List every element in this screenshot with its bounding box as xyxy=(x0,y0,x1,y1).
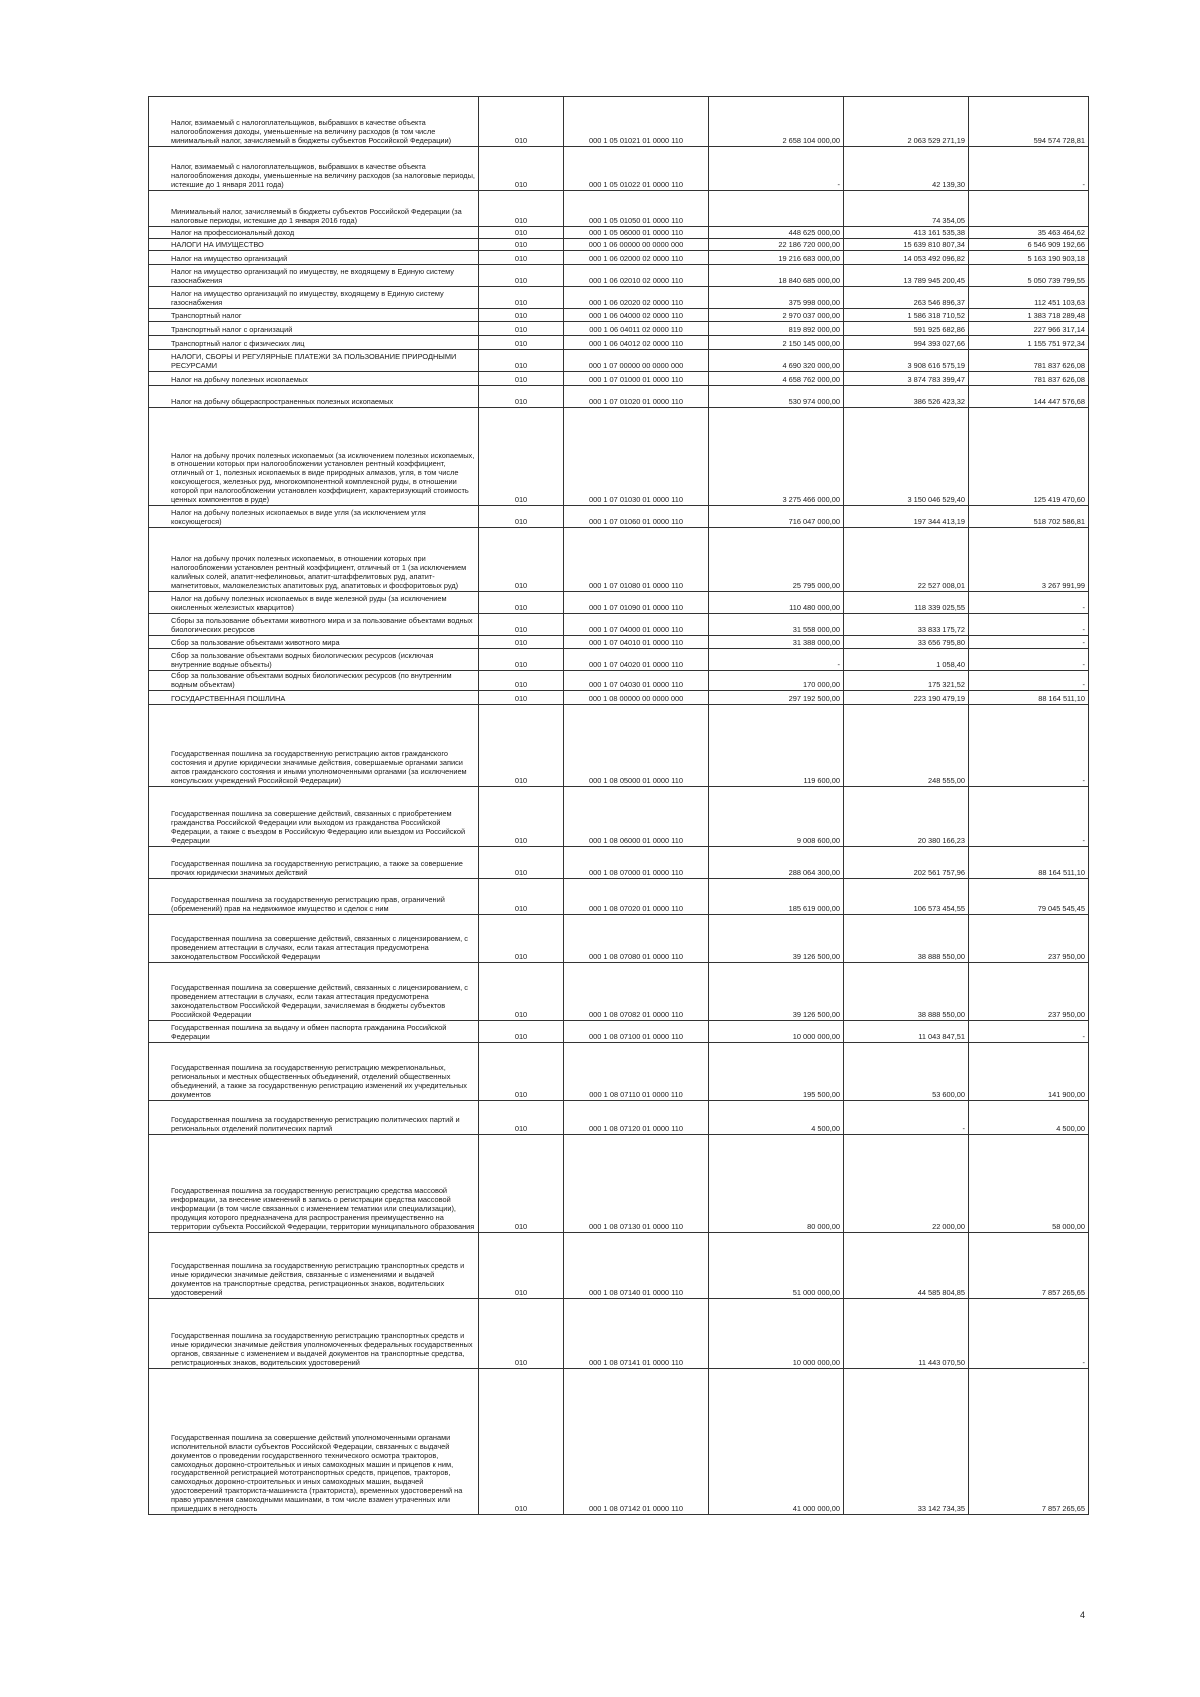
row-approved-plan-cell: 3 275 466 000,00 xyxy=(709,408,844,506)
row-executed-cell: 33 833 175,72 xyxy=(844,614,969,636)
row-unexecuted-cell: 35 463 464,62 xyxy=(969,227,1089,239)
table-row xyxy=(149,1299,1089,1369)
row-budget-code-cell: 000 1 08 07110 01 0000 110 xyxy=(564,1043,709,1101)
row-name-cell: Сбор за пользование объектами водных биологических ресурсов (по внутренним водным объектам) xyxy=(149,671,479,691)
row-name-cell: Сборы за пользование объектами животного мира и за пользование объектами водных биологических ресурсов xyxy=(149,614,479,636)
table-row xyxy=(149,97,1089,147)
row-name-cell: Государственная пошлина за государственную регистрацию межрегиональных, региональных и местных общественных объединений, отделений общественных объединений, а также за государственную регистрацию изменений их учредительных документов xyxy=(149,1043,479,1101)
row-name-cell: НАЛОГИ НА ИМУЩЕСТВО xyxy=(149,239,479,251)
row-name-cell: Государственная пошлина за государственную регистрацию, а также за совершение прочих юридически значимых действий xyxy=(149,847,479,879)
revenue-table-body xyxy=(149,97,1089,1515)
row-budget-code-cell: 000 1 08 07141 01 0000 110 xyxy=(564,1299,709,1369)
row-unexecuted-cell: 4 500,00 xyxy=(969,1101,1089,1135)
row-executed-cell: 13 789 945 200,45 xyxy=(844,265,969,287)
row-unexecuted-cell: - xyxy=(969,1021,1089,1043)
row-unexecuted-cell: 1 383 718 289,48 xyxy=(969,309,1089,322)
row-approved-plan-cell: 22 186 720 000,00 xyxy=(709,239,844,251)
row-line-code-cell: 010 xyxy=(479,614,564,636)
row-approved-plan-cell: 31 388 000,00 xyxy=(709,636,844,649)
row-approved-plan-cell: 10 000 000,00 xyxy=(709,1021,844,1043)
row-budget-code-cell: 000 1 06 00000 00 0000 000 xyxy=(564,239,709,251)
row-line-code-cell: 010 xyxy=(479,1233,564,1299)
row-approved-plan-cell: 19 216 683 000,00 xyxy=(709,251,844,265)
row-line-code-cell: 010 xyxy=(479,251,564,265)
table-row xyxy=(149,915,1089,963)
row-line-code-cell: 010 xyxy=(479,506,564,528)
row-budget-code-cell: 000 1 08 07082 01 0000 110 xyxy=(564,963,709,1021)
row-executed-cell: 3 874 783 399,47 xyxy=(844,372,969,386)
row-budget-code-cell: 000 1 07 01060 01 0000 110 xyxy=(564,506,709,528)
row-line-code-cell: 010 xyxy=(479,1299,564,1369)
table-row xyxy=(149,1135,1089,1233)
row-line-code-cell: 010 xyxy=(479,636,564,649)
row-unexecuted-cell: 1 155 751 972,34 xyxy=(969,336,1089,350)
row-executed-cell: 44 585 804,85 xyxy=(844,1233,969,1299)
table-row xyxy=(149,636,1089,649)
row-budget-code-cell: 000 1 08 07130 01 0000 110 xyxy=(564,1135,709,1233)
row-executed-cell: 175 321,52 xyxy=(844,671,969,691)
row-budget-code-cell: 000 1 07 01000 01 0000 110 xyxy=(564,372,709,386)
row-approved-plan-cell: 195 500,00 xyxy=(709,1043,844,1101)
row-line-code-cell: 010 xyxy=(479,227,564,239)
row-budget-code-cell: 000 1 06 04012 02 0000 110 xyxy=(564,336,709,350)
row-budget-code-cell: 000 1 08 07140 01 0000 110 xyxy=(564,1233,709,1299)
table-row xyxy=(149,227,1089,239)
table-row xyxy=(149,147,1089,191)
row-approved-plan-cell: 41 000 000,00 xyxy=(709,1369,844,1515)
row-line-code-cell: 010 xyxy=(479,265,564,287)
row-budget-code-cell: 000 1 08 07020 01 0000 110 xyxy=(564,879,709,915)
row-executed-cell: 106 573 454,55 xyxy=(844,879,969,915)
table-row xyxy=(149,787,1089,847)
row-executed-cell: 38 888 550,00 xyxy=(844,915,969,963)
row-unexecuted-cell: 7 857 265,65 xyxy=(969,1369,1089,1515)
row-name-cell: Налог на добычу полезных ископаемых в виде угля (за исключением угля коксующегося) xyxy=(149,506,479,528)
row-name-cell: Государственная пошлина за государственную регистрацию транспортных средств и иные юридически значимые действия уполномоченных федеральных государственных органов, связанные с изменением и выдачей документов на транспортные средства, регистрационных знаков, водительских удостоверений xyxy=(149,1299,479,1369)
row-unexecuted-cell: 5 163 190 903,18 xyxy=(969,251,1089,265)
row-unexecuted-cell: - xyxy=(969,671,1089,691)
row-budget-code-cell: 000 1 08 05000 01 0000 110 xyxy=(564,705,709,787)
row-name-cell: Государственная пошлина за государственную регистрацию политических партий и региональных отделений политических партий xyxy=(149,1101,479,1135)
row-line-code-cell: 010 xyxy=(479,287,564,309)
row-budget-code-cell: 000 1 06 04000 02 0000 110 xyxy=(564,309,709,322)
row-executed-cell: 263 546 896,37 xyxy=(844,287,969,309)
row-approved-plan-cell: 39 126 500,00 xyxy=(709,915,844,963)
row-line-code-cell: 010 xyxy=(479,1135,564,1233)
row-line-code-cell: 010 xyxy=(479,1021,564,1043)
row-executed-cell: 1 586 318 710,52 xyxy=(844,309,969,322)
table-row xyxy=(149,705,1089,787)
table-row xyxy=(149,592,1089,614)
table-row xyxy=(149,239,1089,251)
row-approved-plan-cell: 716 047 000,00 xyxy=(709,506,844,528)
row-unexecuted-cell: 88 164 511,10 xyxy=(969,691,1089,705)
row-line-code-cell: 010 xyxy=(479,372,564,386)
row-name-cell: Сбор за пользование объектами животного мира xyxy=(149,636,479,649)
row-unexecuted-cell: 79 045 545,45 xyxy=(969,879,1089,915)
row-unexecuted-cell: 3 267 991,99 xyxy=(969,528,1089,592)
row-line-code-cell: 010 xyxy=(479,671,564,691)
row-name-cell: Государственная пошлина за совершение действий, связанных с лицензированием, с проведением аттестации в случаях, если такая аттестация предусмотрена законодательством Российской Федерации, зачисляемая в бюджеты субъектов Российской Федерации xyxy=(149,963,479,1021)
row-approved-plan-cell: 4 658 762 000,00 xyxy=(709,372,844,386)
row-name-cell: Государственная пошлина за совершение действий, связанных с лицензированием, с проведением аттестации в случаях, если такая аттестация предусмотрена законодательством Российской Федерации xyxy=(149,915,479,963)
table-row xyxy=(149,287,1089,309)
table-row xyxy=(149,506,1089,528)
row-approved-plan-cell: - xyxy=(709,649,844,671)
row-budget-code-cell: 000 1 07 04030 01 0000 110 xyxy=(564,671,709,691)
row-budget-code-cell: 000 1 06 02020 02 0000 110 xyxy=(564,287,709,309)
row-executed-cell: 197 344 413,19 xyxy=(844,506,969,528)
row-executed-cell: 118 339 025,55 xyxy=(844,592,969,614)
row-approved-plan-cell: 297 192 500,00 xyxy=(709,691,844,705)
row-executed-cell: 1 058,40 xyxy=(844,649,969,671)
row-unexecuted-cell: 237 950,00 xyxy=(969,963,1089,1021)
row-budget-code-cell: 000 1 05 01022 01 0000 110 xyxy=(564,147,709,191)
row-executed-cell: 33 656 795,80 xyxy=(844,636,969,649)
table-row xyxy=(149,1369,1089,1515)
row-name-cell: Государственная пошлина за совершение действий уполномоченными органами исполнительной власти субъектов Российской Федерации, связанных с выдачей документов о проведении государственного технического осмотра тракторов, самоходных дорожно-строительных и иных самоходных машин и прицепов к ним, государственной регистрацией мототранспортных средств, прицепов, тракторов, самоходных дорожно-строительных и иных самоходных машин, выдачей удостоверений тракториста-машиниста (тракториста), временных удостоверений на право управления самоходными машинами, в том числе взамен утраченных или пришедших в негодность xyxy=(149,1369,479,1515)
row-approved-plan-cell: 39 126 500,00 xyxy=(709,963,844,1021)
row-name-cell: Налог на добычу прочих полезных ископаемых (за исключением полезных ископаемых, в отношении которых при налогообложении установлен рентный коэффициент, отличный от 1, полезных ископаемых в виде природных алмазов, угля, в том числе коксующегося, железных руд, многокомпонентной комплексной руды, в отношении которой при налогообложении установлен коэффициент, характеризующий стоимость ценных компонентов в руде) xyxy=(149,408,479,506)
row-executed-cell: 3 150 046 529,40 xyxy=(844,408,969,506)
row-unexecuted-cell: 7 857 265,65 xyxy=(969,1233,1089,1299)
row-executed-cell: 591 925 682,86 xyxy=(844,322,969,336)
row-name-cell: Налог на добычу полезных ископаемых xyxy=(149,372,479,386)
row-executed-cell: 74 354,05 xyxy=(844,191,969,227)
row-approved-plan-cell: 25 795 000,00 xyxy=(709,528,844,592)
table-row xyxy=(149,336,1089,350)
table-row xyxy=(149,386,1089,408)
row-unexecuted-cell: 141 900,00 xyxy=(969,1043,1089,1101)
row-executed-cell: 11 443 070,50 xyxy=(844,1299,969,1369)
table-row xyxy=(149,191,1089,227)
row-executed-cell: - xyxy=(844,1101,969,1135)
table-row xyxy=(149,251,1089,265)
table-row xyxy=(149,528,1089,592)
row-line-code-cell: 010 xyxy=(479,239,564,251)
row-name-cell: Государственная пошлина за государственную регистрацию актов гражданского состояния и другие юридически значимые действия, совершаемые органами записи актов гражданского состояния и иными уполномоченными органами (за исключением консульских учреждений Российской Федерации) xyxy=(149,705,479,787)
row-approved-plan-cell: 18 840 685 000,00 xyxy=(709,265,844,287)
row-name-cell: Налог, взимаемый с налогоплательщиков, выбравших в качестве объекта налогообложения доходы, уменьшенные на величину расходов (в том числе минимальный налог, зачисляемый в бюджеты субъектов Российской Федерации) xyxy=(149,97,479,147)
row-line-code-cell: 010 xyxy=(479,649,564,671)
row-budget-code-cell: 000 1 05 06000 01 0000 110 xyxy=(564,227,709,239)
table-row xyxy=(149,963,1089,1021)
row-executed-cell: 2 063 529 271,19 xyxy=(844,97,969,147)
row-unexecuted-cell: - xyxy=(969,147,1089,191)
row-unexecuted-cell: - xyxy=(969,592,1089,614)
row-name-cell: Сбор за пользование объектами водных биологических ресурсов (исключая внутренние водные объекты) xyxy=(149,649,479,671)
row-approved-plan-cell: 375 998 000,00 xyxy=(709,287,844,309)
row-name-cell: Государственная пошлина за государственную регистрацию транспортных средств и иные юридически значимые действия, связанные с изменениями и выдачей документов на транспортные средства, регистрационных знаков, водительских удостоверений xyxy=(149,1233,479,1299)
row-approved-plan-cell: 2 970 037 000,00 xyxy=(709,309,844,322)
row-line-code-cell: 010 xyxy=(479,705,564,787)
row-line-code-cell: 010 xyxy=(479,847,564,879)
row-unexecuted-cell: - xyxy=(969,787,1089,847)
row-budget-code-cell: 000 1 08 07120 01 0000 110 xyxy=(564,1101,709,1135)
row-executed-cell: 22 000,00 xyxy=(844,1135,969,1233)
row-approved-plan-cell xyxy=(709,191,844,227)
row-name-cell: Транспортный налог с организаций xyxy=(149,322,479,336)
table-row xyxy=(149,408,1089,506)
row-executed-cell: 11 043 847,51 xyxy=(844,1021,969,1043)
row-line-code-cell: 010 xyxy=(479,336,564,350)
row-name-cell: Налог на имущество организаций xyxy=(149,251,479,265)
row-name-cell: Налог, взимаемый с налогоплательщиков, выбравших в качестве объекта налогообложения доходы, уменьшенные на величину расходов (за налоговые периоды, истекшие до 1 января 2011 года) xyxy=(149,147,479,191)
row-approved-plan-cell: 288 064 300,00 xyxy=(709,847,844,879)
row-line-code-cell: 010 xyxy=(479,1043,564,1101)
table-row xyxy=(149,671,1089,691)
row-name-cell: Государственная пошлина за государственную регистрацию средства массовой информации, за внесение изменений в запись о регистрации средства массовой информации (в том числе связанных с изменением тематики или специализации), продукция которого предназначена для распространения преимущественно на территории субъекта Российской Федерации, территории муниципального образования xyxy=(149,1135,479,1233)
row-unexecuted-cell: - xyxy=(969,649,1089,671)
table-row xyxy=(149,309,1089,322)
row-budget-code-cell: 000 1 07 01080 01 0000 110 xyxy=(564,528,709,592)
row-approved-plan-cell: - xyxy=(709,147,844,191)
row-unexecuted-cell: 144 447 576,68 xyxy=(969,386,1089,408)
row-unexecuted-cell: 518 702 586,81 xyxy=(969,506,1089,528)
row-executed-cell: 33 142 734,35 xyxy=(844,1369,969,1515)
row-unexecuted-cell: 125 419 470,60 xyxy=(969,408,1089,506)
row-budget-code-cell: 000 1 05 01050 01 0000 110 xyxy=(564,191,709,227)
row-executed-cell: 994 393 027,66 xyxy=(844,336,969,350)
row-unexecuted-cell xyxy=(969,191,1089,227)
row-line-code-cell: 010 xyxy=(479,350,564,372)
row-unexecuted-cell: 237 950,00 xyxy=(969,915,1089,963)
row-budget-code-cell: 000 1 08 07080 01 0000 110 xyxy=(564,915,709,963)
row-executed-cell: 20 380 166,23 xyxy=(844,787,969,847)
table-row xyxy=(149,649,1089,671)
row-budget-code-cell: 000 1 07 01090 01 0000 110 xyxy=(564,592,709,614)
row-name-cell: Налог на добычу полезных ископаемых в виде железной руды (за исключением окисленных железистых кварцитов) xyxy=(149,592,479,614)
row-budget-code-cell: 000 1 07 00000 00 0000 000 xyxy=(564,350,709,372)
revenue-table xyxy=(148,96,1089,1515)
row-unexecuted-cell: 58 000,00 xyxy=(969,1135,1089,1233)
table-row xyxy=(149,614,1089,636)
row-executed-cell: 53 600,00 xyxy=(844,1043,969,1101)
row-line-code-cell: 010 xyxy=(479,528,564,592)
table-row xyxy=(149,265,1089,287)
row-approved-plan-cell: 4 690 320 000,00 xyxy=(709,350,844,372)
row-approved-plan-cell: 2 150 145 000,00 xyxy=(709,336,844,350)
row-line-code-cell: 010 xyxy=(479,879,564,915)
row-line-code-cell: 010 xyxy=(479,191,564,227)
row-approved-plan-cell: 80 000,00 xyxy=(709,1135,844,1233)
row-budget-code-cell: 000 1 08 00000 00 0000 000 xyxy=(564,691,709,705)
row-name-cell: НАЛОГИ, СБОРЫ И РЕГУЛЯРНЫЕ ПЛАТЕЖИ ЗА ПОЛЬЗОВАНИЕ ПРИРОДНЫМИ РЕСУРСАМИ xyxy=(149,350,479,372)
row-name-cell: Налог на добычу общераспространенных полезных ископаемых xyxy=(149,386,479,408)
row-line-code-cell: 010 xyxy=(479,915,564,963)
row-approved-plan-cell: 119 600,00 xyxy=(709,705,844,787)
row-executed-cell: 248 555,00 xyxy=(844,705,969,787)
row-name-cell: Налог на имущество организаций по имуществу, входящему в Единую систему газоснабжения xyxy=(149,287,479,309)
row-unexecuted-cell: - xyxy=(969,1299,1089,1369)
row-approved-plan-cell: 170 000,00 xyxy=(709,671,844,691)
row-budget-code-cell: 000 1 07 04020 01 0000 110 xyxy=(564,649,709,671)
table-row xyxy=(149,1043,1089,1101)
row-executed-cell: 202 561 757,96 xyxy=(844,847,969,879)
row-approved-plan-cell: 185 619 000,00 xyxy=(709,879,844,915)
page-number: 4 xyxy=(1080,1610,1086,1620)
row-name-cell: Государственная пошлина за совершение действий, связанных с приобретением гражданства Российской Федерации или выходом из гражданства Российской Федерации, а также с въездом в Российскую Федерацию или выездом из Российской Федерации xyxy=(149,787,479,847)
row-unexecuted-cell: - xyxy=(969,614,1089,636)
report-sheet xyxy=(148,96,1088,1515)
row-unexecuted-cell: 6 546 909 192,66 xyxy=(969,239,1089,251)
row-approved-plan-cell: 10 000 000,00 xyxy=(709,1299,844,1369)
row-approved-plan-cell: 4 500,00 xyxy=(709,1101,844,1135)
row-unexecuted-cell: - xyxy=(969,705,1089,787)
row-line-code-cell: 010 xyxy=(479,787,564,847)
table-row xyxy=(149,1021,1089,1043)
row-name-cell: Государственная пошлина за выдачу и обмен паспорта гражданина Российской Федерации xyxy=(149,1021,479,1043)
row-executed-cell: 413 161 535,38 xyxy=(844,227,969,239)
row-budget-code-cell: 000 1 05 01021 01 0000 110 xyxy=(564,97,709,147)
row-name-cell: ГОСУДАРСТВЕННАЯ ПОШЛИНА xyxy=(149,691,479,705)
row-name-cell: Минимальный налог, зачисляемый в бюджеты субъектов Российской Федерации (за налоговые периоды, истекшие до 1 января 2016 года) xyxy=(149,191,479,227)
table-row xyxy=(149,372,1089,386)
table-row xyxy=(149,879,1089,915)
table-row xyxy=(149,691,1089,705)
table-row xyxy=(149,847,1089,879)
row-executed-cell: 3 908 616 575,19 xyxy=(844,350,969,372)
row-unexecuted-cell: 594 574 728,81 xyxy=(969,97,1089,147)
table-row xyxy=(149,322,1089,336)
row-approved-plan-cell: 51 000 000,00 xyxy=(709,1233,844,1299)
row-name-cell: Налог на имущество организаций по имуществу, не входящему в Единую систему газоснабжения xyxy=(149,265,479,287)
row-unexecuted-cell: 227 966 317,14 xyxy=(969,322,1089,336)
row-unexecuted-cell: 781 837 626,08 xyxy=(969,372,1089,386)
row-approved-plan-cell: 31 558 000,00 xyxy=(709,614,844,636)
table-row xyxy=(149,1233,1089,1299)
row-line-code-cell: 010 xyxy=(479,963,564,1021)
row-unexecuted-cell: 88 164 511,10 xyxy=(969,847,1089,879)
row-approved-plan-cell: 9 008 600,00 xyxy=(709,787,844,847)
row-executed-cell: 42 139,30 xyxy=(844,147,969,191)
table-row xyxy=(149,350,1089,372)
row-budget-code-cell: 000 1 06 02010 02 0000 110 xyxy=(564,265,709,287)
row-unexecuted-cell: 5 050 739 799,55 xyxy=(969,265,1089,287)
row-line-code-cell: 010 xyxy=(479,97,564,147)
row-approved-plan-cell: 2 658 104 000,00 xyxy=(709,97,844,147)
row-line-code-cell: 010 xyxy=(479,386,564,408)
row-line-code-cell: 010 xyxy=(479,1369,564,1515)
row-executed-cell: 223 190 479,19 xyxy=(844,691,969,705)
row-line-code-cell: 010 xyxy=(479,322,564,336)
row-line-code-cell: 010 xyxy=(479,147,564,191)
row-budget-code-cell: 000 1 07 01020 01 0000 110 xyxy=(564,386,709,408)
row-budget-code-cell: 000 1 07 04000 01 0000 110 xyxy=(564,614,709,636)
row-unexecuted-cell: 781 837 626,08 xyxy=(969,350,1089,372)
row-budget-code-cell: 000 1 06 02000 02 0000 110 xyxy=(564,251,709,265)
row-line-code-cell: 010 xyxy=(479,691,564,705)
row-approved-plan-cell: 530 974 000,00 xyxy=(709,386,844,408)
row-unexecuted-cell: - xyxy=(969,636,1089,649)
row-budget-code-cell: 000 1 07 01030 01 0000 110 xyxy=(564,408,709,506)
row-name-cell: Транспортный налог xyxy=(149,309,479,322)
row-approved-plan-cell: 819 892 000,00 xyxy=(709,322,844,336)
row-line-code-cell: 010 xyxy=(479,408,564,506)
row-budget-code-cell: 000 1 08 07000 01 0000 110 xyxy=(564,847,709,879)
row-executed-cell: 386 526 423,32 xyxy=(844,386,969,408)
row-line-code-cell: 010 xyxy=(479,1101,564,1135)
row-approved-plan-cell: 448 625 000,00 xyxy=(709,227,844,239)
table-row xyxy=(149,1101,1089,1135)
row-approved-plan-cell: 110 480 000,00 xyxy=(709,592,844,614)
row-executed-cell: 38 888 550,00 xyxy=(844,963,969,1021)
row-executed-cell: 15 639 810 807,34 xyxy=(844,239,969,251)
row-line-code-cell: 010 xyxy=(479,309,564,322)
row-name-cell: Государственная пошлина за государственную регистрацию прав, ограничений (обременений) прав на недвижимое имущество и сделок с ним xyxy=(149,879,479,915)
row-budget-code-cell: 000 1 08 07100 01 0000 110 xyxy=(564,1021,709,1043)
row-budget-code-cell: 000 1 08 06000 01 0000 110 xyxy=(564,787,709,847)
row-name-cell: Транспортный налог с физических лиц xyxy=(149,336,479,350)
row-executed-cell: 14 053 492 096,82 xyxy=(844,251,969,265)
row-line-code-cell: 010 xyxy=(479,592,564,614)
row-executed-cell: 22 527 008,01 xyxy=(844,528,969,592)
row-name-cell: Налог на профессиональный доход xyxy=(149,227,479,239)
row-budget-code-cell: 000 1 08 07142 01 0000 110 xyxy=(564,1369,709,1515)
row-name-cell: Налог на добычу прочих полезных ископаемых, в отношении которых при налогообложении установлен рентный коэффициент, отличный от 1 (за исключением калийных солей, апатит-нефелиновых, апатит-штаффелитовых руд, апатит-магнетитовых, маложелезистых апатитовых руд, апатитовых и фосфоритовых руд) xyxy=(149,528,479,592)
row-budget-code-cell: 000 1 07 04010 01 0000 110 xyxy=(564,636,709,649)
row-unexecuted-cell: 112 451 103,63 xyxy=(969,287,1089,309)
row-budget-code-cell: 000 1 06 04011 02 0000 110 xyxy=(564,322,709,336)
